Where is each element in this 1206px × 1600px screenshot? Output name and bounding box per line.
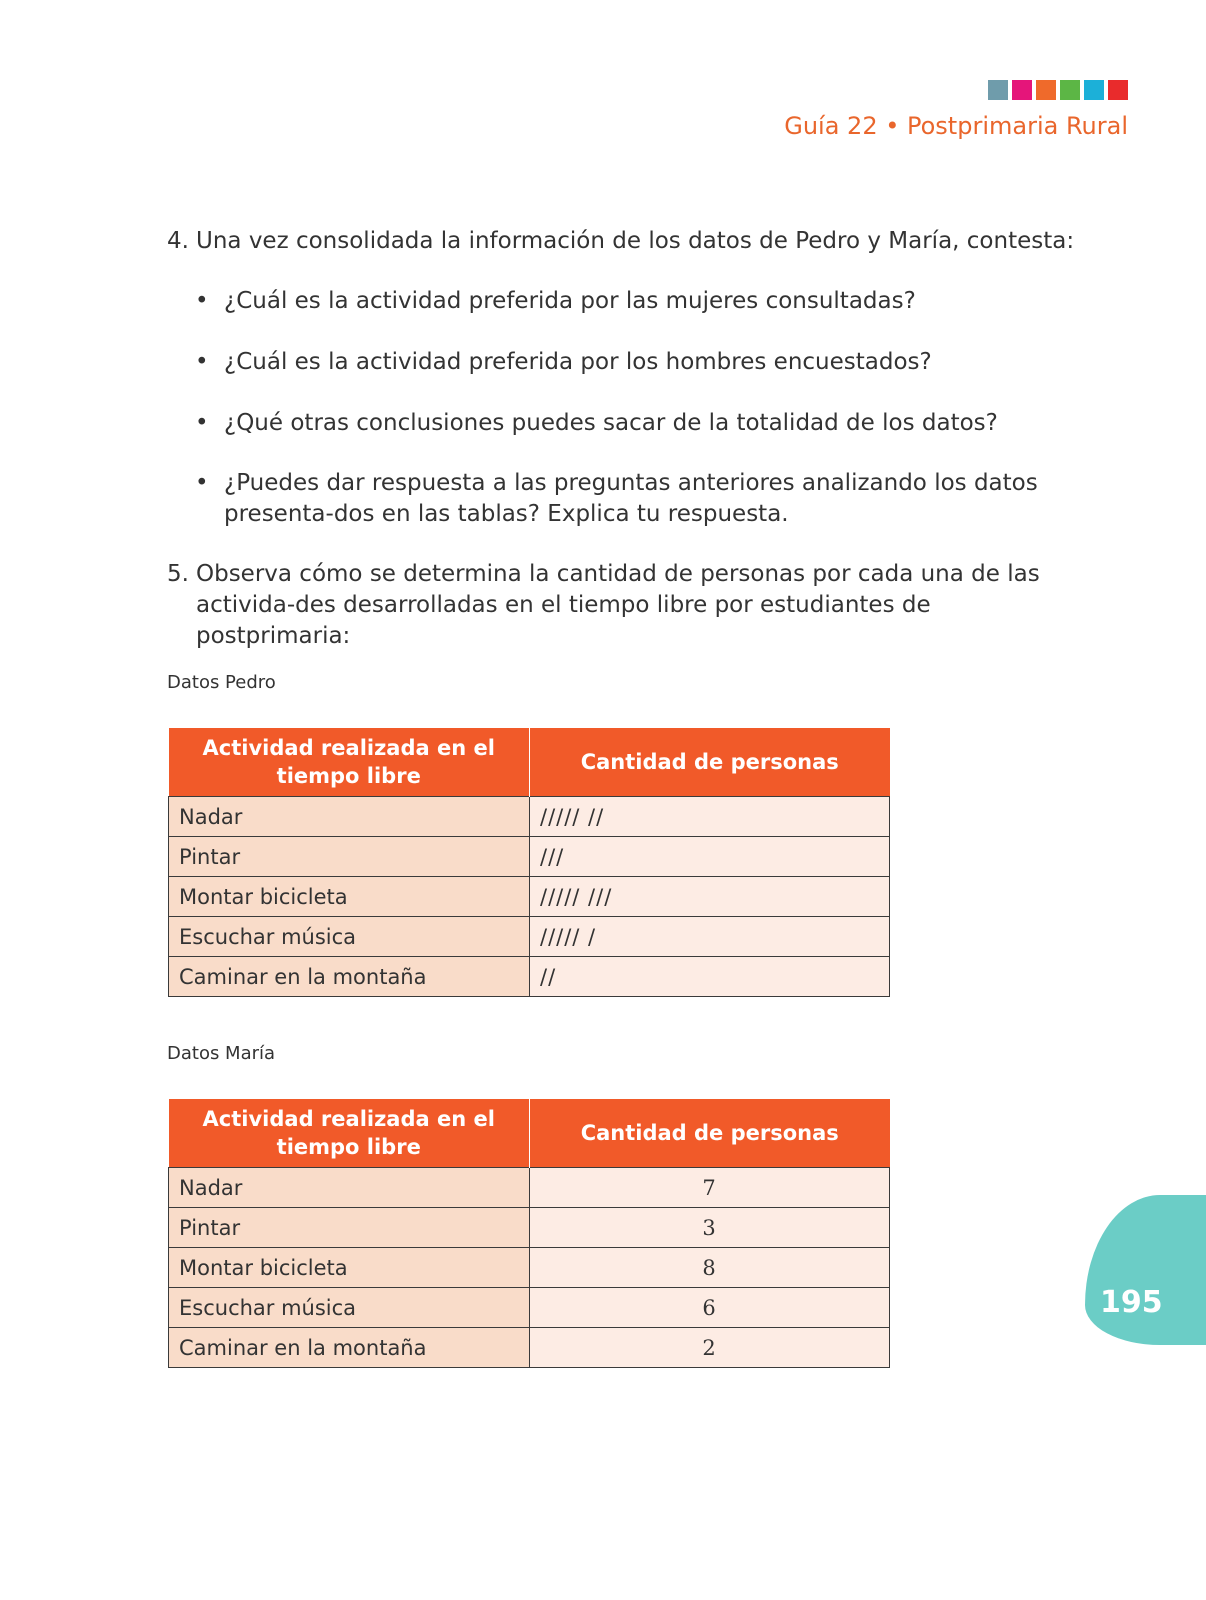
count-cell: 8 xyxy=(530,1248,890,1288)
activity-cell: Montar bicicleta xyxy=(169,1248,530,1288)
page-header: Guía 22 • Postprimaria Rural xyxy=(784,112,1128,140)
table-row xyxy=(169,957,890,997)
bullet-icon: • xyxy=(195,288,209,314)
bullet-icon: • xyxy=(195,470,209,496)
count-cell: 2 xyxy=(530,1328,890,1368)
activity-cell: Escuchar música xyxy=(169,1288,530,1328)
question-number: 4. xyxy=(167,228,189,254)
color-square xyxy=(1060,80,1080,100)
bullet-text: ¿Cuál es la actividad preferida por los hombres encuestados? xyxy=(224,349,932,375)
table-row xyxy=(169,1208,890,1248)
count-cell: /// xyxy=(530,837,890,877)
pedro-table xyxy=(168,728,890,997)
page-number-tab xyxy=(1085,1195,1206,1345)
column-header: Actividad realizada en el tiempo libre xyxy=(169,728,530,797)
bullet-icon: • xyxy=(195,349,209,375)
maria-caption: Datos María xyxy=(167,1043,276,1064)
color-square xyxy=(1036,80,1056,100)
count-cell: ///// /// xyxy=(530,877,890,917)
activity-cell: Caminar en la montaña xyxy=(169,1328,530,1368)
bullet-item xyxy=(195,408,1075,439)
page-number: 195 xyxy=(1100,1285,1163,1320)
table-row xyxy=(169,877,890,917)
color-square xyxy=(1084,80,1104,100)
activity-cell: Escuchar música xyxy=(169,917,530,957)
table-row xyxy=(169,837,890,877)
bullet-item xyxy=(195,286,1075,317)
column-header: Actividad realizada en el tiempo libre xyxy=(169,1099,530,1168)
activity-cell: Nadar xyxy=(169,1168,530,1208)
question-5 xyxy=(167,559,1077,652)
question-4 xyxy=(167,226,1077,257)
activity-cell: Pintar xyxy=(169,1208,530,1248)
bullet-item xyxy=(195,468,1075,530)
bullet-text: ¿Cuál es la actividad preferida por las mujeres consultadas? xyxy=(224,288,916,314)
count-cell: ///// / xyxy=(530,917,890,957)
table-row xyxy=(169,1248,890,1288)
table-row xyxy=(169,1328,890,1368)
question-number: 5. xyxy=(167,561,189,587)
count-cell: ///// // xyxy=(530,797,890,837)
color-square xyxy=(1108,80,1128,100)
bullet-text: ¿Qué otras conclusiones puedes sacar de la totalidad de los datos? xyxy=(224,410,998,436)
count-cell: 7 xyxy=(530,1168,890,1208)
activity-cell: Montar bicicleta xyxy=(169,877,530,917)
activity-cell: Caminar en la montaña xyxy=(169,957,530,997)
table-row xyxy=(169,1288,890,1328)
table-row xyxy=(169,797,890,837)
column-header: Cantidad de personas xyxy=(530,1099,890,1168)
bullet-item xyxy=(195,347,1075,378)
maria-table xyxy=(168,1099,890,1368)
count-cell: // xyxy=(530,957,890,997)
color-square xyxy=(1012,80,1032,100)
question-text: Observa cómo se determina la cantidad de personas por cada una de las activida-des desarrolladas en el tiempo libre por estudiantes de postprimaria: xyxy=(196,561,1040,649)
table-row xyxy=(169,917,890,957)
pedro-caption: Datos Pedro xyxy=(167,672,276,693)
count-cell: 6 xyxy=(530,1288,890,1328)
table-row xyxy=(169,1168,890,1208)
activity-cell: Pintar xyxy=(169,837,530,877)
color-squares xyxy=(988,80,1128,100)
color-square xyxy=(988,80,1008,100)
bullet-text: ¿Puedes dar respuesta a las preguntas anteriores analizando los datos presenta-dos en las tablas? Explica tu respuesta. xyxy=(224,470,1038,527)
column-header: Cantidad de personas xyxy=(530,728,890,797)
question-text: Una vez consolidada la información de los datos de Pedro y María, contesta: xyxy=(196,228,1075,254)
count-cell: 3 xyxy=(530,1208,890,1248)
bullet-icon: • xyxy=(195,410,209,436)
activity-cell: Nadar xyxy=(169,797,530,837)
